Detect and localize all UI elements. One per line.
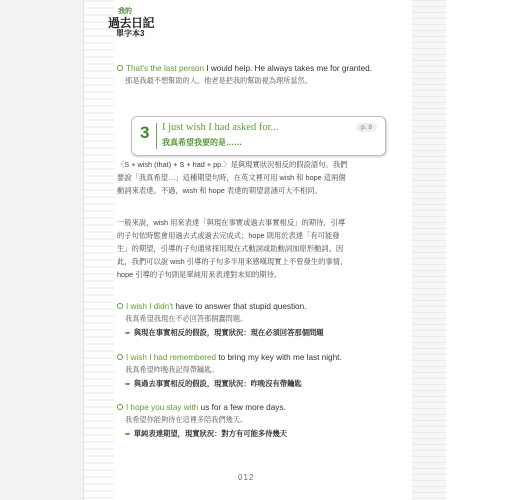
example-2-zh: 我真希望昨晚我記得帶鑰匙。 xyxy=(125,365,219,374)
example-3 xyxy=(117,402,287,440)
left-margin-strip xyxy=(84,0,114,500)
paragraph-1 xyxy=(117,158,399,197)
example-top xyxy=(117,63,372,86)
example-top-highlight: That's the last person xyxy=(126,64,205,73)
example-2 xyxy=(117,352,342,390)
page-number: 012 xyxy=(238,473,255,482)
outer-background xyxy=(446,0,520,500)
bullet-circle-icon xyxy=(117,404,123,410)
logo-line3: 單字本3 xyxy=(116,29,145,38)
example-1-rest: have to answer that stupid question. xyxy=(173,302,307,311)
paragraph-2-line: hope 引導的子句則是單純用來表達對未知的期待。 xyxy=(117,270,282,279)
example-3-zh: 我希望你能夠待在這裡多陪我們幾天。 xyxy=(125,415,248,424)
paragraph-1-line: 要說「我真希望…」這種期望句時，在英文裡可用 wish 和 hope 這兩個 xyxy=(117,173,346,182)
example-3-rest: us for a few more days. xyxy=(198,403,286,412)
paragraph-2 xyxy=(117,216,399,281)
example-1-note-text: 與現在事實相反的假設，現實狀況：現在必須回答那個問題 xyxy=(133,328,324,337)
example-3-note xyxy=(117,428,287,440)
example-top-zh: 那是我最不想幫助的人。他老是把我的幫助視為理所當然。 xyxy=(125,76,312,85)
bullet-circle-icon xyxy=(117,303,123,309)
logo-line1: 我的 xyxy=(118,8,132,15)
section-title-en: I just wish I had asked for... xyxy=(162,122,279,133)
example-top-en xyxy=(117,63,372,74)
example-1 xyxy=(117,301,324,339)
example-2-note-text: 與過去事實相反的假設，現實狀況：昨晚沒有帶鑰匙 xyxy=(133,379,302,388)
arrow-right-icon: ➨ xyxy=(125,330,131,337)
bullet-circle-icon xyxy=(117,354,123,360)
example-1-highlight: I wish I didn't xyxy=(126,302,174,311)
example-2-en xyxy=(117,352,342,363)
bullet-circle-icon xyxy=(117,65,123,71)
section-divider xyxy=(156,123,157,149)
paragraph-2-line: 一般來說，wish 用來表達「與現在事實或過去事實相反」的期待，引導 xyxy=(117,218,346,227)
example-2-note xyxy=(117,378,342,390)
logo-line2: 過去日記 xyxy=(108,16,155,30)
section-header-box xyxy=(131,116,386,156)
paragraph-1-line: 〈S + wish (that) + S + had + pp.〉是與現實狀況相反的假設語句。我們 xyxy=(117,160,348,169)
example-3-note-text: 單純表達期望，現實狀況：對方有可能多待幾天 xyxy=(133,429,288,438)
example-2-rest: to bring my key with me last night. xyxy=(216,353,342,362)
example-3-highlight: I hope you stay with xyxy=(126,403,199,412)
section-title-zh: 我真希望我要的是…… xyxy=(162,138,242,147)
paragraph-2-line: 生」的期望，引導的子句通常採用現在式動詞或助動詞加原形動詞。因 xyxy=(117,244,344,253)
paragraph-2-line: 的子句依時態會用過去式或過去完成式；hope 則用於表達「有可能發 xyxy=(117,231,340,240)
arrow-right-icon: ➨ xyxy=(125,431,131,438)
paragraph-1-line: 動詞來表達。不過，wish 和 hope 表達的期望意涵可大不相同。 xyxy=(117,186,322,195)
example-1-en xyxy=(117,301,324,312)
right-margin-strip xyxy=(412,0,446,500)
page-reference-badge: p. 8 xyxy=(356,123,377,132)
example-3-en xyxy=(117,402,287,413)
section-number: 3 xyxy=(140,123,150,142)
paragraph-2-line: 此，我們可以說 wish 引導的子句多半用來感嘆現實上不曾發生的事情， xyxy=(117,257,348,266)
example-top-rest: I would help. He always takes me for granted. xyxy=(204,64,372,73)
example-2-highlight: I wish I had remembered xyxy=(126,353,217,362)
arrow-right-icon: ➨ xyxy=(125,381,131,388)
example-1-note xyxy=(117,327,324,339)
book-logo xyxy=(108,6,168,40)
example-1-zh: 我真希望我現在不必回答那個蠢問題。 xyxy=(125,314,248,323)
